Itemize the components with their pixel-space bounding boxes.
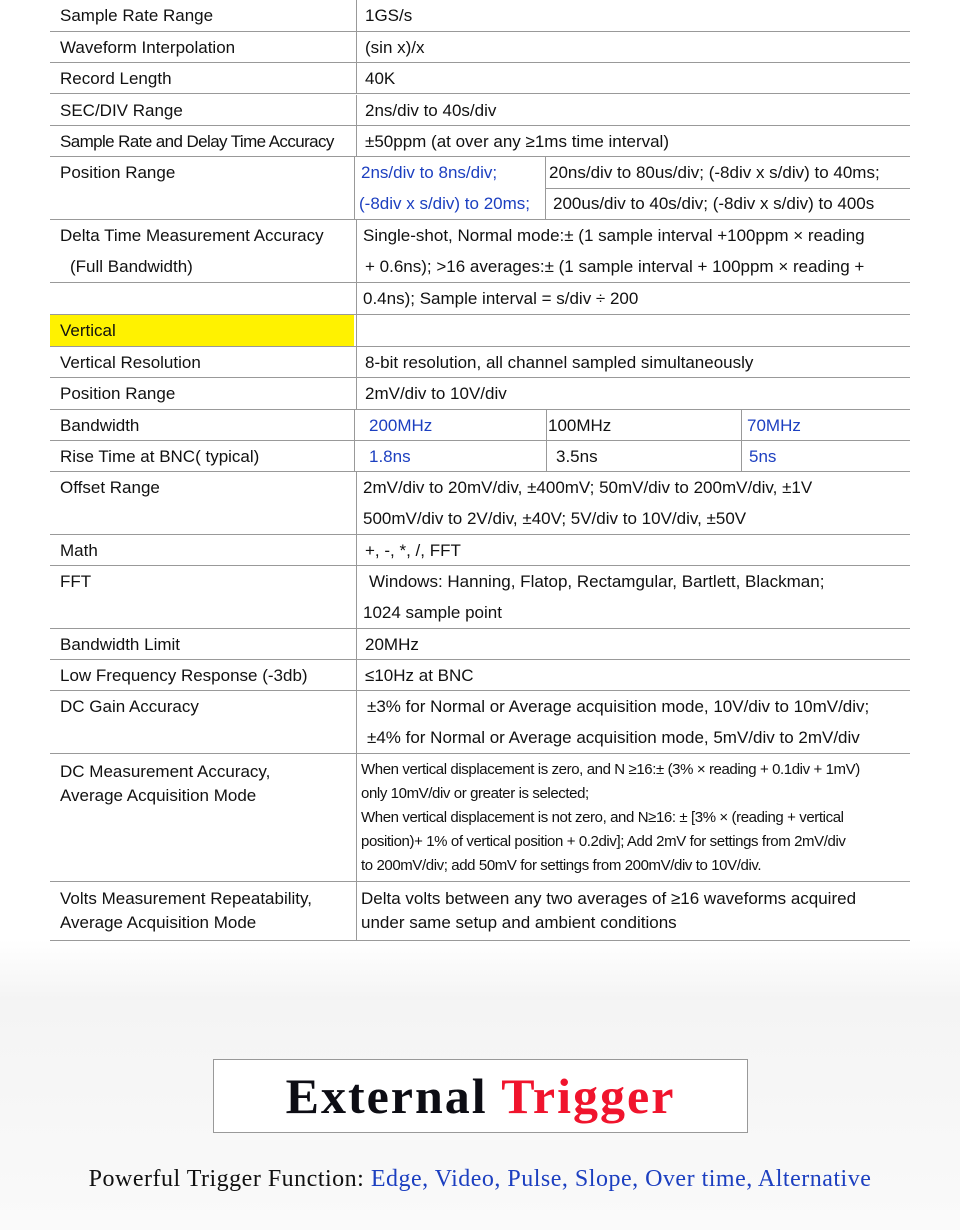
banner-word-trigger: Trigger: [501, 1068, 676, 1124]
label: Sample Rate and Delay Time Accuracy: [60, 132, 334, 151]
value: 100MHz: [548, 416, 612, 435]
label: Vertical Resolution: [60, 353, 201, 372]
value: 1.8ns: [369, 447, 411, 466]
value: Windows: Hanning, Flatop, Rectamgular, Bartlett, Blackman; 1024 sample point: [356, 566, 910, 628]
value: ±50ppm (at over any ≥1ms time interval): [356, 126, 910, 156]
label: SEC/DIV Range: [60, 101, 183, 120]
row-math: [50, 535, 910, 566]
trigger-functions: [0, 1166, 960, 1193]
value: Single-shot, Normal mode:± (1 sample interval +100ppm × reading + 0.6ns); >16 averages:± (1 sample interval + 100ppm × reading +: [356, 220, 910, 282]
row-delta-time: [50, 220, 910, 283]
row-sample-rate: [50, 0, 910, 32]
row-position-range: [50, 157, 910, 220]
trigger-function-list: Edge, Video, Pulse, Slope, Over time, Alternative: [370, 1166, 872, 1192]
value: (sin x)/x: [356, 32, 910, 62]
label: Offset Range: [60, 478, 160, 497]
label: Waveform Interpolation: [60, 38, 236, 57]
value: ±3% for Normal or Average acquisition mode, 10V/div to 10mV/div; ±4% for Normal or Average acquisition mode, 5mV/div to 2mV/div: [356, 691, 910, 753]
row-interp: [50, 32, 910, 63]
label: Volts Measurement Repeatability, Average Acquisition Mode: [60, 889, 312, 932]
value: 2ns/div to 40s/div: [356, 95, 910, 125]
value: ≤10Hz at BNC: [356, 660, 910, 690]
label: DC Gain Accuracy: [60, 697, 199, 716]
section-vertical: [50, 315, 910, 347]
row-rise-time: [50, 441, 910, 472]
trigger-prefix: Powerful Trigger Function:: [88, 1166, 371, 1192]
value: 20MHz: [356, 629, 910, 659]
value: 5ns: [749, 447, 777, 466]
section-heading: Vertical: [50, 315, 354, 346]
row-vpos: [50, 378, 910, 410]
label: Delta Time Measurement Accuracy (Full Bandwidth): [60, 226, 324, 276]
row-secdiv: [50, 95, 910, 126]
label: Position Range: [60, 163, 176, 182]
banner-word-external: External: [285, 1068, 488, 1124]
value: When vertical displacement is zero, and N ≥16:± (3% × reading + 0.1div + 1mV) only 10mV/div or greater is selected; When vertical displacement is not zero, and N≥16: ± [3% × (reading + vertical position)+ 1% of vertical position + 0.2div]; Add 2mV for settings from 2mV/div to 200mV/div; add 50mV for settings from 200mV/div to 10V/div.: [356, 754, 910, 881]
row-fft: [50, 566, 910, 629]
label: FFT: [60, 572, 92, 591]
value: 200MHz: [369, 416, 433, 435]
label: Bandwidth: [60, 416, 140, 435]
row-lfr: [50, 660, 910, 691]
value: 40K: [356, 63, 910, 93]
label: Math: [60, 541, 98, 560]
value: 0.4ns); Sample interval = s/div ÷ 200: [356, 283, 910, 314]
section-banner: [213, 1059, 748, 1133]
label: DC Measurement Accuracy, Average Acquisition Mode: [60, 762, 271, 805]
label: Record Length: [60, 69, 172, 88]
position-values: [354, 157, 910, 219]
value: 20ns/div to 80us/div; (-8div x s/div) to 40ms;: [549, 163, 880, 182]
value: +, -, *, /, FFT: [356, 535, 910, 565]
value: 2mV/div to 10V/div: [356, 378, 910, 409]
label: Position Range: [60, 384, 176, 403]
row-dc-gain: [50, 691, 910, 754]
value: 70MHz: [747, 416, 801, 435]
value: (-8div x s/div) to 20ms;: [359, 194, 530, 213]
value: 2mV/div to 20mV/div, ±400mV; 50mV/div to 200mV/div, ±1V 500mV/div to 2V/div, ±40V; 5V/div to 10V/div, ±50V: [356, 472, 910, 534]
row-accuracy: [50, 126, 910, 157]
value: 1GS/s: [356, 0, 910, 31]
row-bw-limit: [50, 629, 910, 660]
row-delta-cont: [50, 283, 910, 315]
row-dc-measurement: [50, 754, 910, 882]
label: Sample Rate Range: [60, 6, 214, 25]
label: Bandwidth Limit: [60, 635, 181, 654]
row-vres: [50, 347, 910, 378]
label: Rise Time at BNC( typical): [60, 447, 260, 466]
row-bandwidth: [50, 410, 910, 441]
row-record: [50, 63, 910, 94]
row-volts-repeatability: [50, 882, 910, 941]
value: 200us/div to 40s/div; (-8div x s/div) to 400s: [553, 194, 875, 213]
value: 2ns/div to 8ns/div;: [361, 163, 498, 182]
value: 8-bit resolution, all channel sampled simultaneously: [356, 347, 910, 377]
row-offset: [50, 472, 910, 535]
value: Delta volts between any two averages of ≥16 waveforms acquired under same setup and ambient conditions: [356, 882, 910, 940]
value: 3.5ns: [556, 447, 598, 466]
label: Low Frequency Response (-3db): [60, 666, 308, 685]
